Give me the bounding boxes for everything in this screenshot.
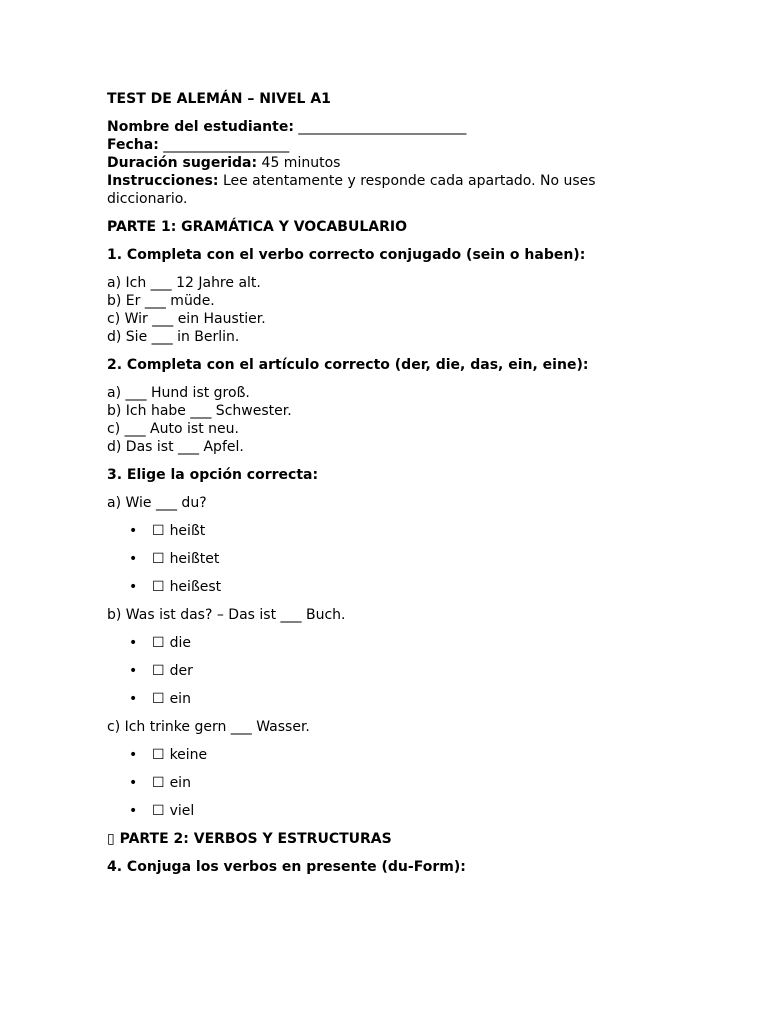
question-2-item: c) ___ Auto ist neu. xyxy=(107,421,239,437)
missing-glyph-icon: ▯ xyxy=(107,831,115,847)
question-1-item: c) Wir ___ ein Haustier. xyxy=(107,311,266,327)
instructions-text: Lee atentamente y responde cada apartado. No uses diccionario. xyxy=(107,173,596,207)
bullet-icon: • xyxy=(129,635,138,651)
option-item xyxy=(129,578,667,596)
option-item xyxy=(129,774,667,792)
question-1-item: a) Ich ___ 12 Jahre alt. xyxy=(107,275,261,291)
option-item xyxy=(129,522,667,540)
question-2-item: b) Ich habe ___ Schwester. xyxy=(107,403,292,419)
option-item xyxy=(129,550,667,568)
bullet-icon: • xyxy=(129,775,138,791)
question-2-items xyxy=(107,384,667,456)
bullet-icon: • xyxy=(129,691,138,707)
question-4-heading: 4. Conjuga los verbos en presente (du-Form): xyxy=(107,859,466,875)
option-label: heißest xyxy=(169,579,222,595)
question-1-heading: 1. Completa con el verbo correcto conjugado (sein o haben): xyxy=(107,247,586,263)
student-name-line xyxy=(107,118,667,136)
checkbox-icon[interactable]: ☐ xyxy=(152,523,165,539)
checkbox-icon[interactable]: ☐ xyxy=(152,803,165,819)
document-page xyxy=(107,90,667,886)
part2-heading-text: PARTE 2: VERBOS Y ESTRUCTURAS xyxy=(119,831,392,847)
question-3a-options xyxy=(107,522,667,596)
option-label: die xyxy=(169,635,191,651)
question-3a-prompt: a) Wie ___ du? xyxy=(107,495,207,511)
checkbox-icon[interactable]: ☐ xyxy=(152,775,165,791)
bullet-icon: • xyxy=(129,551,138,567)
question-1-item: d) Sie ___ in Berlin. xyxy=(107,329,240,345)
question-1-item: b) Er ___ müde. xyxy=(107,293,215,309)
date-line xyxy=(107,136,667,154)
question-1-items xyxy=(107,274,667,346)
part1-heading: PARTE 1: GRAMÁTICA Y VOCABULARIO xyxy=(107,219,407,235)
option-label: heißt xyxy=(169,523,206,539)
duration-value: 45 minutos xyxy=(261,155,341,171)
checkbox-icon[interactable]: ☐ xyxy=(152,579,165,595)
option-label: ein xyxy=(169,775,191,791)
question-3b-prompt: b) Was ist das? – Das ist ___ Buch. xyxy=(107,607,346,623)
option-label: keine xyxy=(169,747,208,763)
question-2-item: a) ___ Hund ist groß. xyxy=(107,385,250,401)
header-info xyxy=(107,118,667,208)
part2-heading xyxy=(107,830,667,848)
question-3c-options xyxy=(107,746,667,820)
duration-line xyxy=(107,154,667,172)
bullet-icon: • xyxy=(129,663,138,679)
option-item xyxy=(129,802,667,820)
option-item xyxy=(129,690,667,708)
option-label: viel xyxy=(169,803,195,819)
bullet-icon: • xyxy=(129,523,138,539)
option-item xyxy=(129,746,667,764)
bullet-icon: • xyxy=(129,803,138,819)
question-3c-prompt: c) Ich trinke gern ___ Wasser. xyxy=(107,719,310,735)
checkbox-icon[interactable]: ☐ xyxy=(152,635,165,651)
question-2-heading: 2. Completa con el artículo correcto (der, die, das, ein, eine): xyxy=(107,357,589,373)
question-3-heading: 3. Elige la opción correcta: xyxy=(107,467,319,483)
option-item xyxy=(129,662,667,680)
instructions-line xyxy=(107,172,667,208)
date-blank: __________________ xyxy=(163,137,290,153)
option-item xyxy=(129,634,667,652)
date-label: Fecha: xyxy=(107,137,159,153)
bullet-icon: • xyxy=(129,747,138,763)
duration-label: Duración sugerida: xyxy=(107,155,258,171)
option-label: ein xyxy=(169,691,191,707)
option-label: heißtet xyxy=(169,551,220,567)
checkbox-icon[interactable]: ☐ xyxy=(152,551,165,567)
option-label: der xyxy=(169,663,193,679)
checkbox-icon[interactable]: ☐ xyxy=(152,663,165,679)
question-3b-options xyxy=(107,634,667,708)
checkbox-icon[interactable]: ☐ xyxy=(152,747,165,763)
document-title: TEST DE ALEMÁN – NIVEL A1 xyxy=(107,91,331,107)
student-name-label: Nombre del estudiante: xyxy=(107,119,294,135)
student-name-blank: ________________________ xyxy=(298,119,467,135)
checkbox-icon[interactable]: ☐ xyxy=(152,691,165,707)
instructions-label: Instrucciones: xyxy=(107,173,219,189)
question-2-item: d) Das ist ___ Apfel. xyxy=(107,439,244,455)
bullet-icon: • xyxy=(129,579,138,595)
